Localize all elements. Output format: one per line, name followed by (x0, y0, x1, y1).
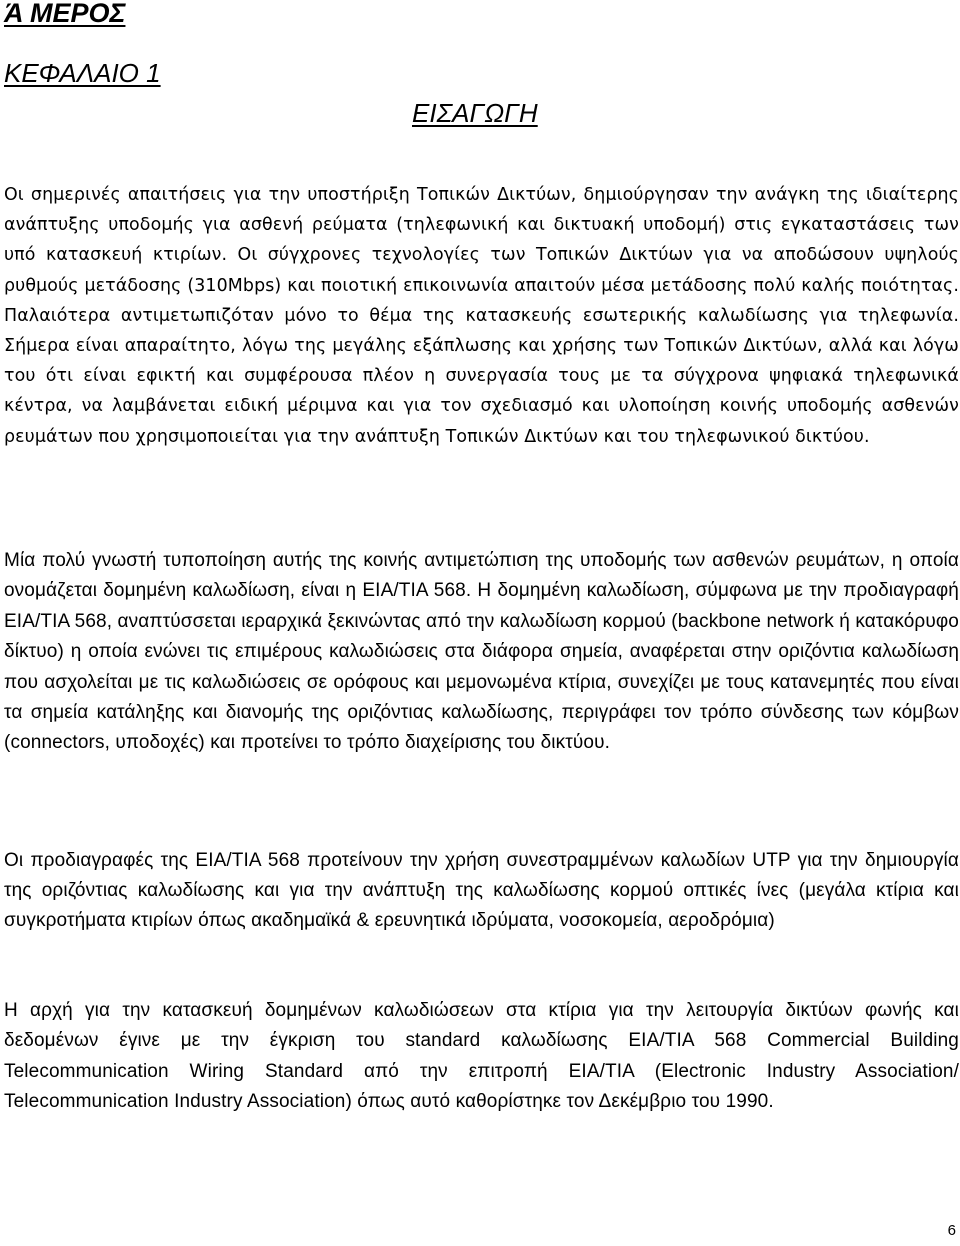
paragraph-specifications: Οι προδιαγραφές της EIA/TIA 568 προτείνουν την χρήση συνεστραμμένων καλωδίων UTP για την δημιουργία της οριζόντιας καλωδίωσης και για την ανάπτυξη της καλωδίωσης κορμού οπτικές ίνες (μεγάλα κτίρια και συγκροτήματα κτιρίων όπως ακαδημαϊκά & ερευνητικά ιδρύματα, νοσοκομεία, αεροδρόμια) (4, 850, 959, 932)
page-number: 6 (947, 1222, 956, 1239)
chapter-title: ΚΕΦΑΛΑΙΟ 1 (4, 58, 161, 88)
part-title: Ά ΜΕΡΟΣ (4, 0, 126, 28)
paragraph-eia-tia-568: Μία πολύ γνωστή τυποποίηση αυτής της κοινής αντιμετώπιση της υποδομής των ασθενών ρευμάτων, η οποία ονομάζεται δομημένη καλωδίωση, είναι η EIA/TIA 568. Η δομημένη καλωδίωση, σύμφωνα με την προδιαγραφή EIA/TIA 568, αναπτύσσεται ιεραρχικά ξεκινώντας από την καλωδίωση κορμού (backbone network ή κατακόρυφο δίκτυο) η οποία ενώνει τις επιμέρους καλωδιώσεις στα διάφορα σημεία, αναφέρεται στην οριζόντια καλωδίωση που ασχολείται με τις καλωδιώσεις σε ορόφους και μεμονωμένα κτίρια, συνεχίζει με τους κατανεμητές που είναι τα σημεία κατάληξης και διανομής της οριζόντιας καλωδίωσης, περιγράφει τον τρόπο σύνδεσης των κόμβων (connectors, υποδοχές) και προτείνει το τρόπο διαχείρισης του δικτύου. (4, 550, 959, 754)
paragraph-introduction: Οι σημερινές απαιτήσεις για την υποστήριξη Τοπικών Δικτύων, δημιούργησαν την ανάγκη της ιδιαίτερης ανάπτυξης υποδομής για ασθενή ρεύματα (τηλεφωνική και δικτυακή υποδομή) στις εγκαταστάσεις των υπό κατασκευή κτιρίων. Οι σύγχρονες τεχνολογίες των Τοπικών Δικτύων για να αποδώσουν υψηλούς ρυθμούς μετάδοσης (310Mbps) και ποιοτική επικοινωνία απαιτούν μέσα μετάδοσης πολύ καλής ποιότητας. Παλαιότερα αντιμετωπιζόταν μόνο το θέμα της κατασκευής εσωτερικής καλωδίωσης για τηλεφωνία. Σήμερα είναι απαραίτητο, λόγω της μεγάλης εξάπλωσης και χρήσης των Τοπικών Δικτύων, αλλά και λόγω του ότι είναι εφικτή και συμφέρουσα πλέον η συνεργασία τους με τα σύγχρονα ψηφιακά τηλεφωνικά κέντρα, να λαμβάνεται ειδική μέριμνα και για τον σχεδιασμό και υλοποίηση κοινής υποδομής ασθενών ρευμάτων που χρησιμοποιείται για την ανάπτυξη Τοπικών Δικτύων και του τηλεφωνικού δικτύου. (4, 185, 959, 447)
paragraph-history: Η αρχή για την κατασκευή δομημένων καλωδιώσεων στα κτίρια για την λειτουργία δικτύων φωνής και δεδομένων έγινε με την έγκριση του standard καλωδίωσης EIA/TIA 568 Commercial Building Telecommunication Wiring Standard από την επιτροπή EIA/TIA (Electronic Industry Association/ Telecommunication Industry Association) όπως αυτό καθορίστηκε τον Δεκέμβριο του 1990. (4, 1000, 959, 1112)
section-title: ΕΙΣΑΓΩΓΗ (412, 98, 538, 128)
